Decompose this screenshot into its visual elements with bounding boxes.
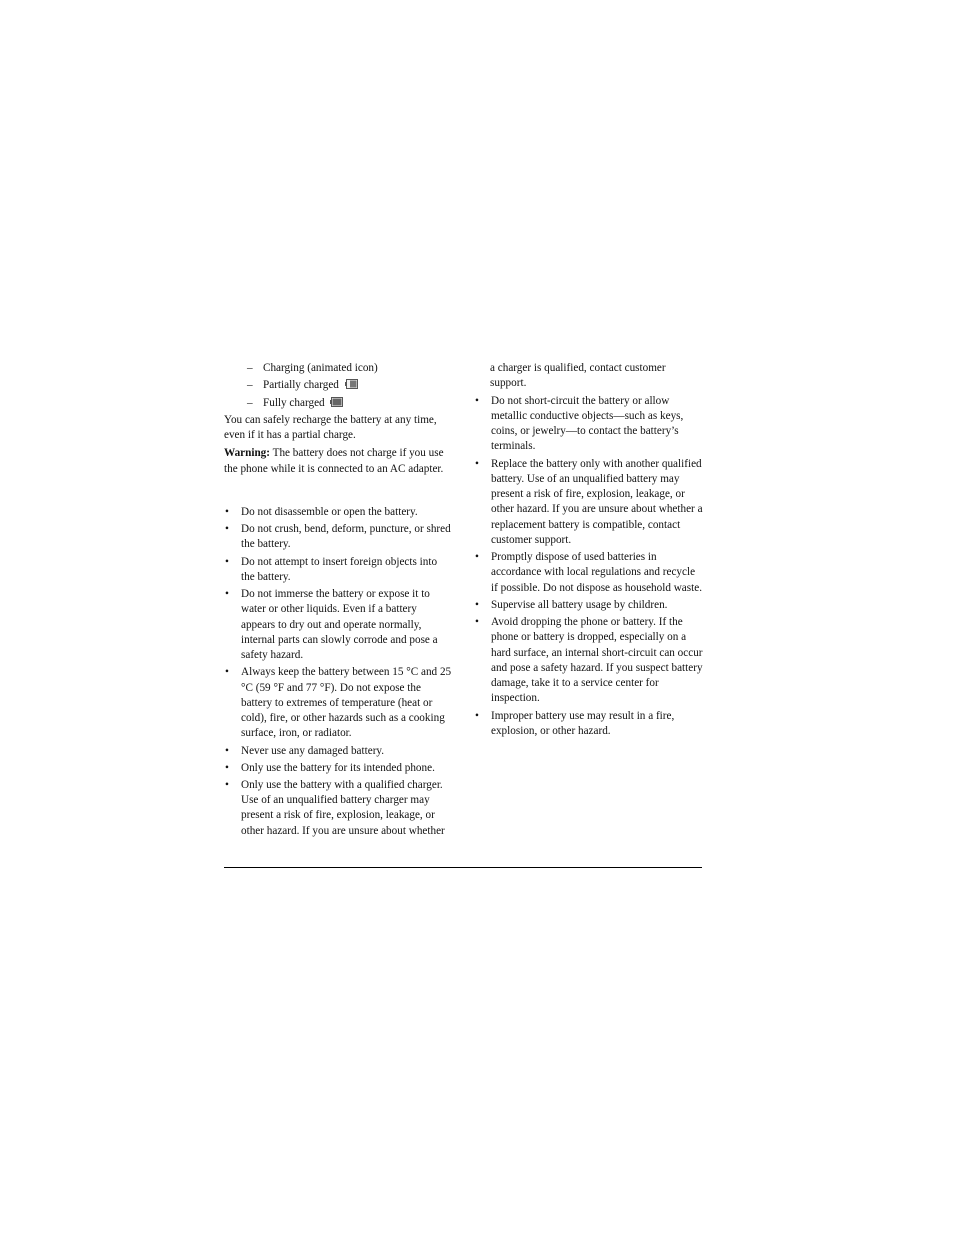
status-text-charging: Charging (animated icon) — [263, 362, 378, 374]
continued-text: a charger is qualified, contact customer support. — [490, 362, 666, 390]
bullet-text: Do not crush, bend, deform, puncture, or shred the battery. — [241, 523, 451, 551]
bullet-text: Do not attempt to insert foreign objects into the battery. — [241, 555, 438, 583]
bullet-mark: • — [225, 555, 229, 568]
bullet-mark: • — [475, 709, 479, 722]
bullet-mark: • — [225, 506, 229, 519]
list-item — [224, 361, 452, 376]
bullet-text: Do not short-circuit the battery or allow metallic conductive objects—such as keys, coins, or jewelry—to contact the battery’s terminals. — [491, 394, 684, 453]
list-item — [224, 396, 452, 411]
list-item — [474, 615, 703, 707]
battery-status-list — [224, 361, 452, 411]
list-item — [224, 587, 452, 663]
battery-safety-list-right — [474, 394, 703, 740]
battery-full-icon — [330, 397, 343, 407]
list-item — [224, 505, 452, 520]
list-item — [474, 598, 703, 613]
bullet-text: Only use the battery with a qualified charger. Use of an unqualified battery charger may present a risk of fire, explosion, leakage, or other hazard. If you are unsure about whether — [241, 778, 445, 837]
right-column — [474, 361, 703, 741]
list-item — [224, 665, 452, 741]
status-text-full: Fully charged — [263, 396, 328, 409]
bullet-mark: • — [475, 457, 479, 470]
battery-safety-list-left — [224, 505, 452, 839]
bullet-mark: • — [475, 598, 479, 611]
list-item — [474, 550, 703, 596]
bullet-mark: • — [225, 744, 229, 757]
bullet-text: Never use any damaged battery. — [241, 744, 385, 757]
status-text-partial: Partially charged — [263, 379, 342, 392]
dash-mark: – — [247, 362, 253, 374]
list-item — [224, 761, 452, 776]
bullet-mark: • — [225, 761, 229, 774]
bullet-mark: • — [225, 587, 229, 600]
list-item — [224, 555, 452, 586]
bullet-text: Do not disassemble or open the battery. — [241, 506, 418, 519]
recharge-paragraph: You can safely recharge the battery at any time, even if it has a partial charge. — [224, 413, 437, 442]
list-item — [474, 457, 703, 549]
bullet-mark: • — [225, 778, 229, 791]
bullet-mark: • — [225, 523, 229, 536]
bullet-text: Only use the battery for its intended phone. — [241, 761, 435, 774]
list-item — [224, 744, 452, 759]
bullet-mark: • — [475, 551, 479, 564]
list-item — [474, 394, 703, 455]
list-item — [474, 709, 703, 740]
bullet-text: Avoid dropping the phone or battery. If the phone or battery is dropped, especially on a hard surface, an internal short-circuit can occur and pose a safety hazard. If you suspect battery damage, take it to a service center for inspection. — [491, 615, 703, 705]
battery-partial-icon — [345, 379, 358, 389]
warning-label: Warning: — [224, 447, 271, 460]
bullet-text: Improper battery use may result in a fire, explosion, or other hazard. — [491, 709, 675, 737]
warning-text: The battery does not charge if you use the phone while it is connected to an AC adapter. — [224, 447, 444, 475]
bullet-text: Supervise all battery usage by children. — [491, 598, 668, 611]
list-item — [224, 522, 452, 553]
bullet-text: Promptly dispose of used batteries in accordance with local regulations and recycle if possible. Do not dispose as household waste. — [491, 551, 702, 594]
bullet-mark: • — [475, 615, 479, 628]
section-gap — [224, 477, 452, 505]
dash-mark: – — [247, 379, 253, 392]
dash-mark: – — [247, 396, 253, 409]
list-item — [224, 378, 452, 393]
footer-rule — [224, 867, 702, 868]
bullet-mark: • — [475, 394, 479, 407]
bullet-text: Always keep the battery between 15 °C and 25 °C (59 °F and 77 °F). Do not expose the battery to extremes of temperature (heat or cold), fire, or other hazards such as a cooking surface, iron, or radiator. — [241, 666, 452, 740]
bullet-text: Replace the battery only with another qualified battery. Use of an unqualified battery may present a risk of fire, explosion, leakage, or other hazard. If you are unsure about whether a replacement battery is compatible, contact customer support. — [491, 457, 703, 547]
bullet-mark: • — [225, 666, 229, 679]
list-item — [224, 778, 452, 839]
bullet-text: Do not immerse the battery or expose it to water or other liquids. Even if a battery appears to dry out and operate normally, internal parts can slowly corrode and pose a safety hazard. — [241, 587, 438, 662]
warning-paragraph — [224, 446, 452, 477]
left-column — [224, 361, 452, 841]
